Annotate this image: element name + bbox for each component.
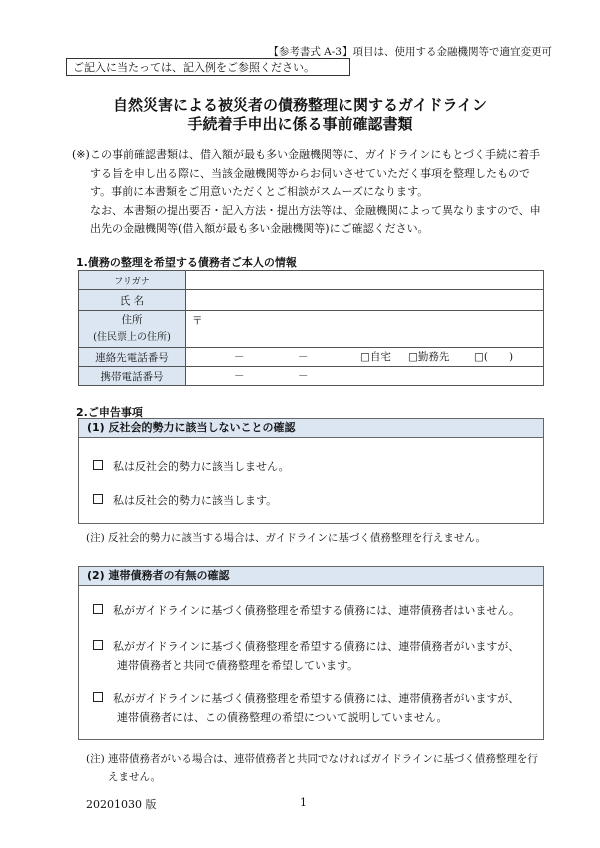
section2-heading: 2.ご申告事項 [76,406,143,419]
name-label: 氏 名 [79,290,186,311]
joint-debtor-note-line1: (注) 連帯債務者がいる場合は、連帯債務者と共同でなければガイドラインに基づく債務整理を行 [86,753,538,765]
mobile-label: 携帯電話番号 [79,367,186,386]
phone-option-other[interactable]: □( ) [474,351,514,363]
postal-mark: 〒 [192,315,203,327]
joint-debtor-option-jointly-line2: 連帯債務者と共同で債務整理を希望しています。 [117,659,359,672]
antisocial-check-title: (1) 反社会的勢力に該当しないことの確認 [79,419,543,438]
antisocial-check-panel [78,418,544,524]
antisocial-option-is[interactable] [93,491,277,510]
antisocial-option-is-label: 私は反社会的勢力に該当します。 [113,494,278,507]
document-title-line1: 自然災害による被災者の債務整理に関するガイドライン [112,96,488,114]
phone-label: 連絡先電話番号 [79,348,186,367]
section1-heading: 1.債務の整理を希望する債務者ご本人の情報 [76,256,297,269]
phone-dash-1: － [234,351,245,363]
address-label-cell [79,311,186,348]
mobile-dash-1: － [234,370,245,382]
checkbox-icon[interactable] [93,692,103,702]
phone-dash-2: － [298,351,309,363]
debtor-info-table [78,270,544,386]
antisocial-note: (注) 反社会的勢力に該当する場合は、ガイドラインに基づく債務整理を行えません。 [86,532,487,544]
joint-debtor-check-panel [78,566,544,740]
antisocial-option-not-label: 私は反社会的勢力に該当しません。 [113,460,290,473]
phone-option-work[interactable]: □勤務先 [408,351,450,363]
address-label: 住所 [121,314,143,326]
version-label: 20201030 版 [86,798,157,811]
address-field[interactable] [186,311,544,348]
joint-debtor-option-not-informed-line2: 連帯債務者には、この債務整理の希望について説明していません。 [117,711,448,724]
mobile-dash-2: － [298,370,309,382]
page-number: 1 [300,796,307,809]
mobile-field[interactable] [186,367,544,386]
intro-paragraph-2: なお、本書類の提出要否・記入方法・提出方法等は、金融機関によって異なりますので、申出先の金融機関等(借入額が最も多い金融機関等)にご確認ください。 [90,203,541,235]
guide-notice-box: ご記入に当たっては、記入例をご参照ください。 [66,58,350,76]
joint-debtor-option-not-informed[interactable] [93,689,519,727]
checkbox-icon[interactable] [93,604,103,614]
document-title-line2: 手続着手申出に係る事前確認書類 [187,115,413,133]
phone-field[interactable] [186,348,544,367]
joint-debtor-option-jointly-line1: 私がガイドラインに基づく債務整理を希望する債務には、連帯債務者がいますが、 [113,640,520,653]
intro-text [72,146,550,239]
checkbox-icon[interactable] [93,494,103,504]
furigana-field[interactable] [186,271,544,290]
joint-debtor-option-none-label: 私がガイドラインに基づく債務整理を希望する債務には、連帯債務者はいません。 [113,604,520,617]
joint-debtor-check-title: (2) 連帯債務者の有無の確認 [79,567,543,586]
antisocial-option-not[interactable] [93,457,290,476]
intro-mark: (※) [72,148,90,161]
joint-debtor-option-jointly[interactable] [93,637,519,675]
reference-form-note: 【参考書式 A-3】項目は、使用する金融機関等で適宜変更可 [268,46,552,58]
name-field[interactable] [186,290,544,311]
furigana-label: フリガナ [79,271,186,290]
phone-option-home[interactable]: □自宅 [360,351,391,363]
joint-debtor-option-none[interactable] [93,601,520,620]
checkbox-icon[interactable] [93,640,103,650]
joint-debtor-note [86,750,550,786]
address-sub-label: (住民票上の住所) [93,332,171,343]
joint-debtor-option-not-informed-line1: 私がガイドラインに基づく債務整理を希望する債務には、連帯債務者がいますが、 [113,692,520,705]
checkbox-icon[interactable] [93,460,103,470]
intro-paragraph-1: この事前確認書類は、借入額が最も多い金融機関等に、ガイドラインにもとづく手続に着手する旨を申し出る際に、当該金融機関等からお伺いさせていただく事項を整理したものです。事前に本書類をご用意いただくとご相談がスムーズになります。 [90,148,541,198]
joint-debtor-note-line2: えません。 [108,771,162,783]
